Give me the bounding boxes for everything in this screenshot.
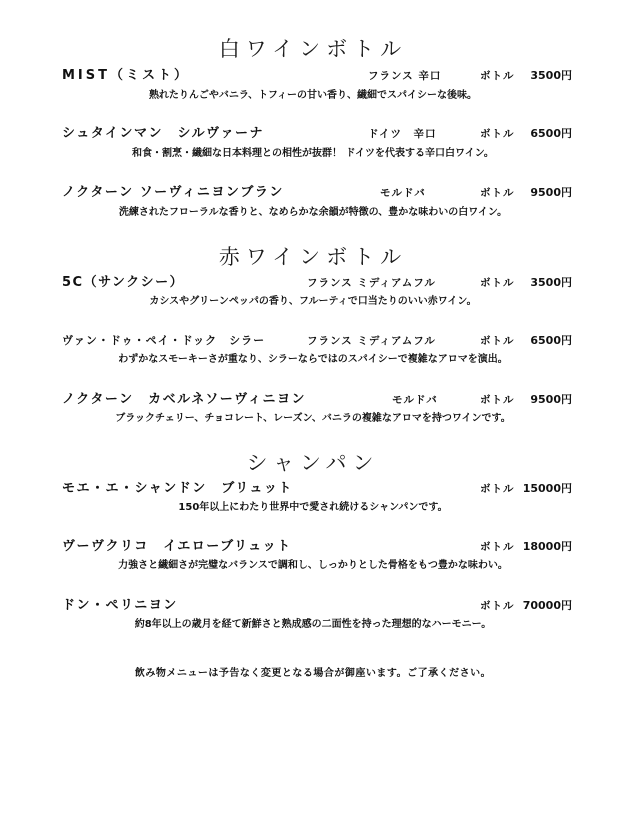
item-region: フランス ミディアムフル <box>307 277 436 289</box>
item-description: カシスやグリーンペッパの香り、フルーティで口当たりのいい赤ワイン。 <box>149 296 477 307</box>
item-name: ドン・ペリニヨン <box>62 598 178 613</box>
item-price: 3500円 <box>530 69 572 82</box>
item-bottle-label: ボトル <box>480 394 515 406</box>
item-region: ドイツ 辛口 <box>368 128 437 140</box>
item-description: 力強さと繊細さが完璧なバランスで調和し、しっかりとした骨格をもつ豊かな味わい。 <box>118 560 508 571</box>
item-price: 15000円 <box>522 482 572 495</box>
item-bottle-label: ボトル <box>480 187 515 199</box>
item-name: シュタインマン シルヴァーナ <box>62 126 265 141</box>
section-title-champagne: シャンパン <box>246 451 380 475</box>
section-title-red-wine: 赤ワインボトル <box>218 245 408 269</box>
item-bottle-label: ボトル <box>480 600 515 612</box>
item-region: フランス ミディアムフル <box>307 335 436 347</box>
item-name: ノクターン ソーヴィニヨンブラン <box>62 185 284 200</box>
item-name: MIST（ミスト） <box>62 68 191 83</box>
item-bottle-label: ボトル <box>480 277 515 289</box>
item-description: 洗練されたフローラルな香りと、なめらかな余韻が特徴の、豊かな味わいの白ワイン。 <box>118 207 508 218</box>
item-name: ヴーヴクリコ イエローブリュット <box>62 539 292 554</box>
item-region: フランス 辛口 <box>368 70 442 82</box>
item-region: モルドバ <box>392 394 438 406</box>
item-name: 5C（サンクシー） <box>62 275 185 290</box>
footer-note: 飲み物メニューは予告なく変更となる場合が御座います。ご了承ください。 <box>134 668 492 679</box>
item-name: ノクターン カベルネソーヴィニヨン <box>62 392 307 407</box>
item-name: ヴァン・ドゥ・ペイ・ドック シラー <box>62 334 266 347</box>
item-description: 150年以上にわたり世界中で愛され続けるシャンパンです。 <box>178 502 448 513</box>
item-bottle-label: ボトル <box>480 335 515 347</box>
item-description: 熟れたりんごやバニラ、トフィーの甘い香り、繊細でスパイシーな後味。 <box>148 90 478 101</box>
item-name: モエ・エ・シャンドン ブリュット <box>62 481 293 496</box>
item-price: 70000円 <box>522 599 572 612</box>
item-bottle-label: ボトル <box>480 70 515 82</box>
item-price: 18000円 <box>522 540 572 553</box>
item-description: ブラックチェリー、チョコレート、レーズン、バニラの複雑なアロマを持つワインです。 <box>115 413 511 424</box>
item-bottle-label: ボトル <box>480 541 515 553</box>
item-price: 9500円 <box>530 186 572 199</box>
item-price: 6500円 <box>530 334 572 347</box>
item-description: 約8年以上の歳月を経て新鮮さと熟成感の二面性を持った理想的なハーモニー。 <box>134 619 492 630</box>
section-title-white-wine: 白ワインボトル <box>218 37 408 61</box>
item-bottle-label: ボトル <box>480 483 515 495</box>
item-description: 和食・割烹・繊細な日本料理との相性が抜群！ ドイツを代表する辛口白ワイン。 <box>132 148 494 159</box>
item-price: 3500円 <box>530 276 572 289</box>
item-price: 6500円 <box>530 127 572 140</box>
item-price: 9500円 <box>530 393 572 406</box>
item-description: わずかなスモーキーさが重なり、シラーならではのスパイシーで複雑なアロマを演出。 <box>118 354 508 365</box>
item-bottle-label: ボトル <box>480 128 515 140</box>
item-region: モルドバ <box>380 187 426 199</box>
